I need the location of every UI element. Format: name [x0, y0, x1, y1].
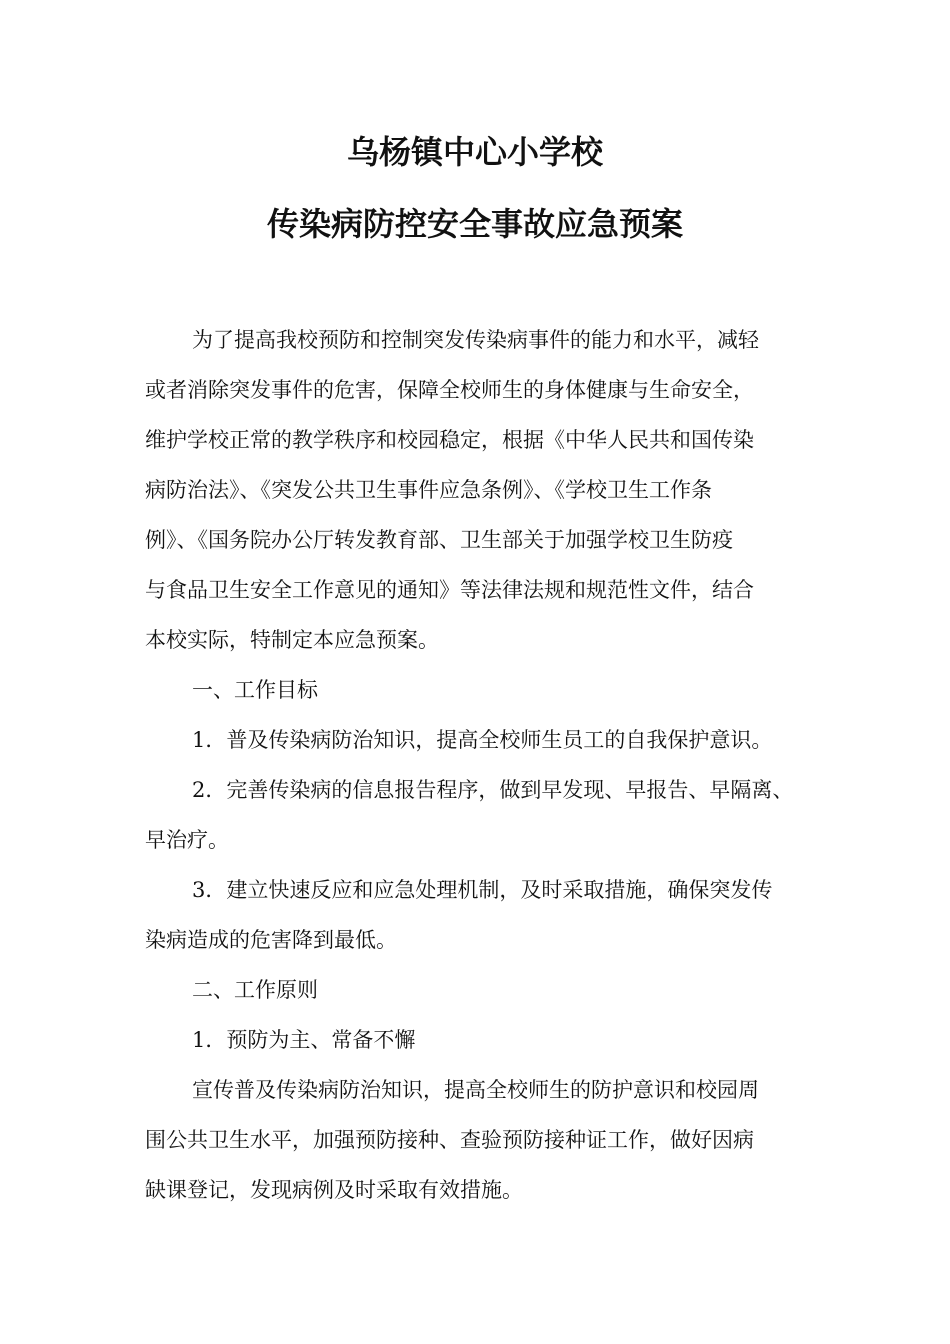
principle-item-1-line-2: 围公共卫生水平，加强预防接种、查验预防接种证工作，做好因病: [145, 1128, 754, 1152]
goal-item-2-line-2: 早治疗。: [145, 828, 229, 852]
paragraph-intro-line-3: 维护学校正常的教学秩序和校园稳定，根据《中华人民共和国传染: [145, 428, 754, 452]
goal-item-3-line-2: 染病造成的危害降到最低。: [145, 928, 397, 952]
paragraph-intro-line-2: 或者消除突发事件的危害，保障全校师生的身体健康与生命安全，: [145, 378, 754, 402]
paragraph-intro-line-7: 本校实际，特制定本应急预案。: [145, 628, 439, 652]
paragraph-intro-line-1: 为了提高我校预防和控制突发传染病事件的能力和水平，减轻: [192, 328, 759, 352]
section-heading-principles: 二、工作原则: [192, 978, 318, 1002]
title-plan-name: 传染病防控安全事故应急预案: [266, 205, 683, 243]
goal-item-2-line-1: 2．完善传染病的信息报告程序，做到早发现、早报告、早隔离、: [192, 778, 794, 802]
section-heading-goals: 一、工作目标: [192, 678, 318, 702]
paragraph-intro-line-5: 例》、《国务院办公厅转发教育部、卫生部关于加强学校卫生防疫: [145, 528, 733, 552]
principle-item-1-line-3: 缺课登记，发现病例及时采取有效措施。: [145, 1178, 523, 1202]
principle-item-1-heading: 1．预防为主、常备不懈: [192, 1028, 416, 1052]
paragraph-intro-line-4: 病防治法》、《突发公共卫生事件应急条例》、《学校卫生工作条: [145, 478, 712, 502]
principle-item-1-line-1: 宣传普及传染病防治知识，提高全校师生的防护意识和校园周: [192, 1078, 759, 1102]
title-school-name: 乌杨镇中心小学校: [346, 133, 603, 171]
goal-item-1: 1．普及传染病防治知识，提高全校师生员工的自我保护意识。: [192, 728, 773, 752]
paragraph-intro-line-6: 与食品卫生安全工作意见的通知》等法律法规和规范性文件，结合: [145, 578, 754, 602]
goal-item-3-line-1: 3．建立快速反应和应急处理机制，及时采取措施，确保突发传: [192, 878, 773, 902]
